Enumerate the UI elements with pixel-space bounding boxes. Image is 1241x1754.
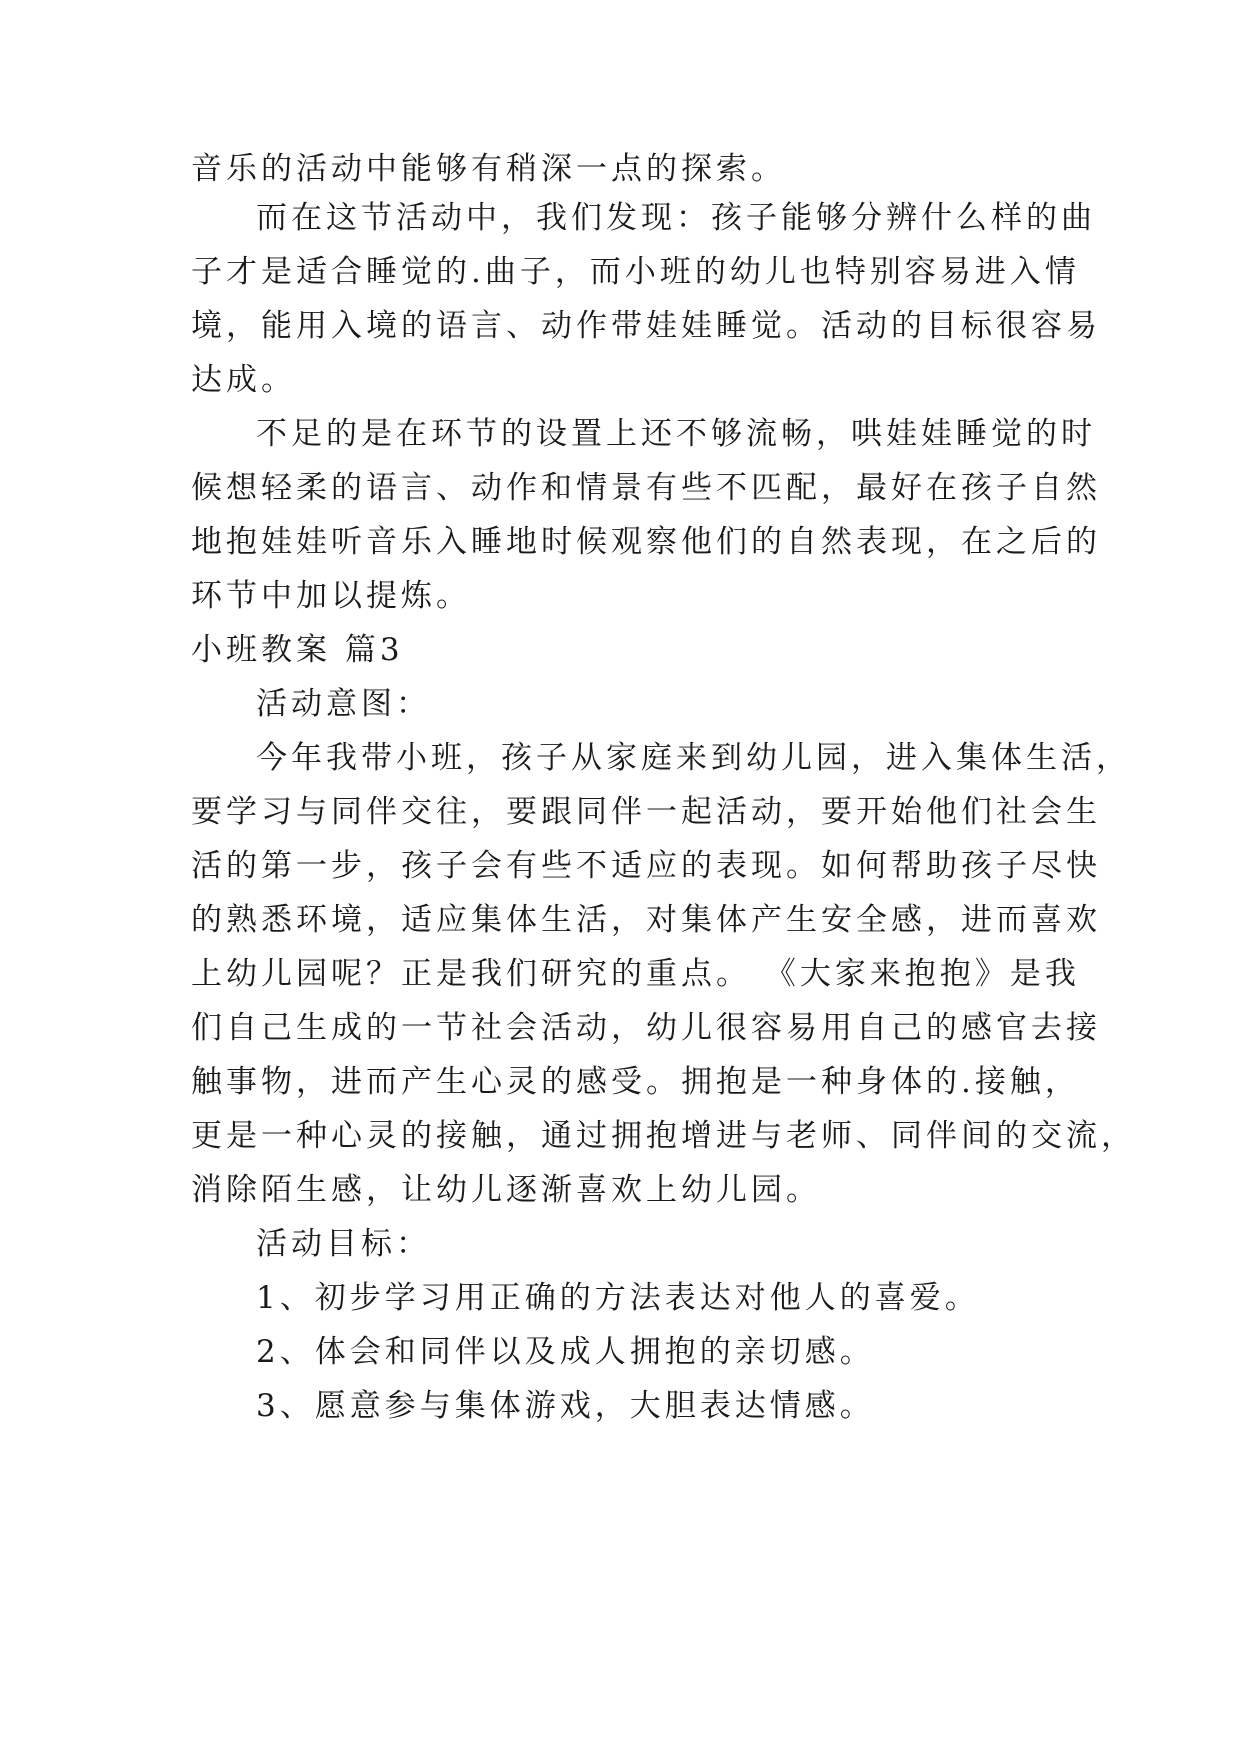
paragraph-line: 不足的是在环节的设置上还不够流畅，哄娃娃睡觉的时 [256,416,1096,452]
paragraph-line: 环节中加以提炼。 [191,578,471,614]
subheading-activity-intent: 活动意图： [256,686,431,722]
paragraph-line: 们自己生成的一节社会活动，幼儿很容易用自己的感官去接 [191,1010,1101,1046]
paragraph-line: 子才是适合睡觉的.曲子，而小班的幼儿也特别容易进入情 [191,254,1080,290]
paragraph-line: 今年我带小班，孩子从家庭来到幼儿园，进入集体生活， [256,740,1131,776]
paragraph-line: 要学习与同伴交往，要跟同伴一起活动，要开始他们社会生 [191,794,1101,830]
section-heading: 小班教案 篇3 [191,632,404,668]
paragraph-line: 活的第一步，孩子会有些不适应的表现。如何帮助孩子尽快 [191,848,1101,884]
goal-item: 1、初步学习用正确的方法表达对他人的喜爱。 [256,1280,980,1316]
paragraph-line: 消除陌生感，让幼儿逐渐喜欢上幼儿园。 [191,1172,821,1208]
paragraph-line: 而在这节活动中，我们发现：孩子能够分辨什么样的曲 [256,200,1096,236]
paragraph-line: 地抱娃娃听音乐入睡地时候观察他们的自然表现，在之后的 [191,524,1101,560]
paragraph-line: 更是一种心灵的接触，通过拥抱增进与老师、同伴间的交流， [191,1118,1136,1154]
goal-item: 2、体会和同伴以及成人拥抱的亲切感。 [256,1334,875,1370]
paragraph-line: 触事物，进而产生心灵的感受。拥抱是一种身体的.接触， [191,1064,1080,1100]
goal-item: 3、愿意参与集体游戏，大胆表达情感。 [256,1388,875,1424]
paragraph-line: 境，能用入境的语言、动作带娃娃睡觉。活动的目标很容易 [191,308,1101,344]
paragraph-line: 音乐的活动中能够有稍深一点的探索。 [191,151,786,187]
subheading-activity-goals: 活动目标： [256,1226,431,1262]
paragraph-line: 候想轻柔的语言、动作和情景有些不匹配，最好在孩子自然 [191,470,1101,506]
paragraph-line: 的熟悉环境，适应集体生活，对集体产生安全感，进而喜欢 [191,902,1101,938]
paragraph-line: 达成。 [191,362,296,398]
paragraph-line: 上幼儿园呢？正是我们研究的重点。 《大家来抱抱》是我 [191,956,1080,992]
